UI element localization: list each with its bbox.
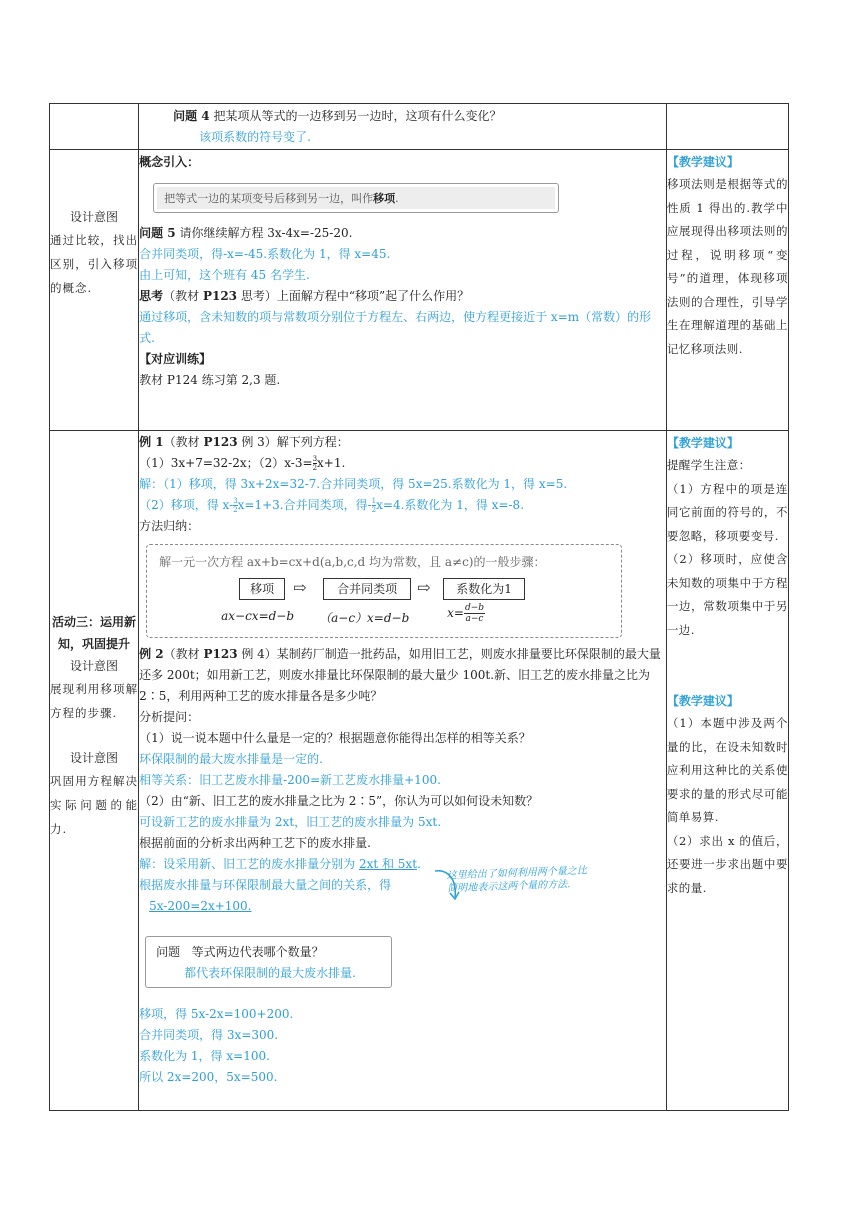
method-box-heading: 解一元一次方程 ax+b=cx+d(a,b,c,d 均为常数，且 a≠c)的一般步骤： (159, 555, 546, 569)
example-1-title: 例 1（教材 P123 例 3）解下列方程： (139, 435, 349, 449)
design-intent-body-3: 巩固用方程解决实际问题的能力. (50, 774, 139, 836)
row3-left-cell (50, 431, 139, 1111)
formula-move: ax−cx=d−b (221, 609, 295, 623)
teaching-suggestion-point-2a: （1）方程中的项是连同它前面的符号的，不要忽略，移项要变号. (666, 481, 788, 543)
teaching-suggestion-point-3b: （2）求出 x 的值后，还要进一步求出题中要求的量. (666, 833, 788, 895)
activity-3-heading: 活动三：运用新知，巩固提升 (52, 615, 137, 651)
row1-main-cell (139, 104, 667, 150)
handwritten-note: 这里给出了如何利用两个量之比简明地表示这两个量的方法. (446, 865, 588, 895)
lesson-table (49, 103, 789, 1111)
solution-equation: 5x-200=2x+100. (149, 899, 252, 913)
method-summary-box (146, 544, 622, 638)
q4-text: 把某项从等式的一边移到另一边时，这项有什么变化？ (213, 109, 502, 123)
q4-answer: 该项系数的符号变了. (199, 130, 311, 144)
lesson-page (49, 103, 789, 1111)
step-coefficient-to-one: 系数化为1 (443, 578, 525, 600)
row-activity-3 (50, 431, 789, 1111)
think-answer: 通过移项，含未知数的项与常数项分别位于方程左、右两边，使方程更接近于 x=m（常数）的形式. (139, 310, 652, 345)
row-question-4 (50, 104, 789, 150)
example-1-solution-2: （2）移项，得 x- $\frac{3}{2}$ x=1+3.合并同类项，得- $\frac{1}{2}$ x=4.系数化为 1，得 x=-8. (139, 497, 525, 514)
analysis-answer-2: 可设新工艺的废水排量为 2xt，旧工艺的废水排量为 5xt. (139, 815, 442, 829)
think-question: 思考（教材 P123 思考）上面解方程中“移项”起了什么作用？ (139, 289, 470, 303)
step-combine: 合并同类项，得 3x=300. (139, 1028, 279, 1042)
question-box-answer: 都代表环保限制的最大废水排量. (184, 966, 356, 980)
analysis-text-3: 根据前面的分析求出两种工艺下的废水排量. (139, 836, 371, 850)
q4-label: 问题 4 (173, 109, 210, 123)
row2-main-cell (139, 150, 667, 431)
teaching-suggestion-intro-2: 提醒学生注意： (666, 458, 751, 472)
analysis-question-1: （1）说一说本题中什么量是一定的？根据题意你能得出怎样的相等关系？ (139, 731, 531, 745)
formula-combine: （a−c）x=d−b (319, 611, 410, 625)
step-move-terms: 移项 (239, 578, 285, 600)
question-box (145, 936, 392, 988)
q5-text: 请你继续解方程 3x-4x=-25-20. (179, 226, 353, 240)
training-heading: 【对应训练】 (139, 352, 212, 366)
teaching-suggestion-point-3a: （1）本题中涉及两个量的比，在设未知数时应利用这种比的关系使要求的量的形式尽可能简单易算. (666, 716, 788, 824)
row-concept (50, 150, 789, 431)
analysis-answer-1: 环保限制的最大废水排量是一定的. (139, 752, 323, 766)
row1-left-cell (50, 104, 139, 150)
design-intent-title-3: 设计意图 (70, 751, 119, 765)
concept-definition-text: 把等式一边的某项变号后移到另一边，叫作移项. (164, 192, 399, 205)
step-combine-like-terms: 合并同类项 (323, 578, 411, 600)
concept-heading: 概念引入： (139, 155, 200, 169)
arrow-right-icon: ⇨ (417, 578, 431, 597)
concept-definition-box (153, 183, 559, 213)
step-final: 所以 2x=200，5x=500. (139, 1070, 278, 1084)
analysis-answer-1b: 相等关系：旧工艺废水排量-200=新工艺废水排量+100. (139, 773, 441, 787)
analysis-question-2: （2）由“新、旧工艺的废水排量之比为 2∶5”，你认为可以如何设未知数？ (139, 794, 539, 808)
row2-left-cell (50, 150, 139, 431)
row3-right-cell (666, 431, 788, 1111)
design-intent-title-2: 设计意图 (70, 659, 119, 673)
row2-right-cell (666, 150, 788, 431)
q5-label: 问题 5 (139, 226, 176, 240)
teaching-suggestion-point-2b: （2）移项时，应使含未知数的项集中于方程一边，常数项集中于另一边. (666, 552, 788, 637)
solution-setup: 解：设采用新、旧工艺的废水排量分别为 2xt 和 5xt. (139, 857, 421, 871)
example-1-equations: （1）3x+7=32-2x；（2）x-3= $\frac{3}{2}$ x+1. (139, 455, 346, 472)
teaching-suggestion-body: 移项法则是根据等式的性质 1 得出的.教学中应展现得出移项法则的过程，说明移项“变号”的道理，体现移项法则的合理性，引导学生在理解道理的基础上记忆移项法则. (666, 177, 788, 356)
row1-right-cell (666, 104, 788, 150)
analysis-heading: 分析提问： (139, 710, 200, 724)
design-intent-body-2: 展现利用移项解方程的步骤. (50, 682, 139, 720)
solution-relation: 根据废水排量与环保限制最大量之间的关系，得 (139, 878, 392, 892)
example-1-solution-1: 解：（1）移项，得 3x+2x=32-7.合并同类项，得 5x=25.系数化为 1，得 x=5. (139, 477, 568, 491)
q5-answer-2: 由上可知，这个班有 45 名学生. (139, 268, 310, 282)
teaching-suggestion-title: 【教学建议】 (666, 155, 739, 169)
formula-solve: x= $\frac{d-b}{a-c}$ (447, 603, 485, 624)
question-box-line-1: 问题 等式两边代表哪个数量？ (156, 945, 324, 959)
row3-main-cell (139, 431, 667, 1111)
example-2-problem: 例 2（教材 P123 例 4）某制药厂制造一批药品，如用旧工艺，则废水排量要比环保限制的最大量还多 200t；如用新工艺，则废水排量比环保限制的最大量少 100t.新、旧工艺的废水排量之比为 2∶5，利用两种工艺的废水排量各是多少吨？ (139, 647, 661, 703)
arrow-right-icon: ⇨ (293, 578, 307, 597)
method-heading: 方法归纳： (139, 519, 200, 533)
design-intent-title: 设计意图 (70, 210, 119, 224)
teaching-suggestion-title-3: 【教学建议】 (666, 694, 739, 708)
teaching-suggestion-title-2: 【教学建议】 (666, 436, 739, 450)
design-intent-body: 通过比较，找出区别，引入移项的概念. (50, 233, 139, 295)
step-move: 移项，得 5x-2x=100+200. (139, 1007, 294, 1021)
step-coefficient: 系数化为 1，得 x=100. (139, 1049, 270, 1063)
q5-answer-1: 合并同类项，得-x=-45.系数化为 1，得 x=45. (139, 247, 391, 261)
equation-with-note (139, 865, 666, 935)
training-text: 教材 P124 练习第 2,3 题. (139, 373, 281, 387)
